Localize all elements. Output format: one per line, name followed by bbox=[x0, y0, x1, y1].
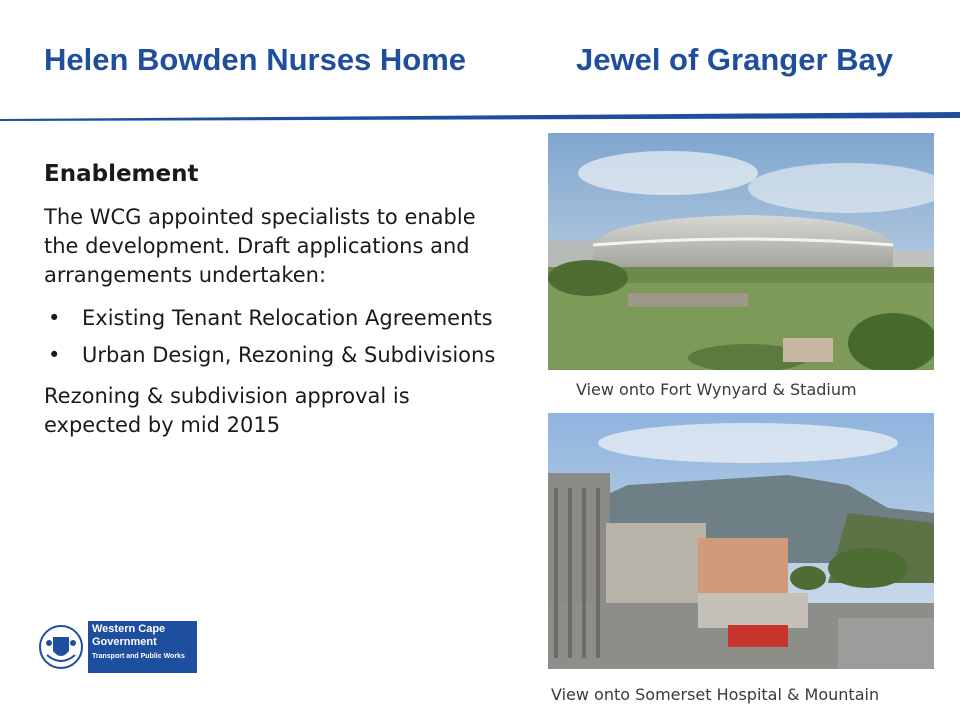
list-item: • Urban Design, Rezoning & Subdivisions bbox=[44, 341, 504, 370]
western-cape-government-logo bbox=[34, 621, 197, 673]
bullet-icon: • bbox=[48, 343, 61, 367]
slide-subtitle: Jewel of Granger Bay bbox=[576, 42, 894, 77]
coat-of-arms-icon bbox=[34, 621, 88, 673]
photo-caption: View onto Somerset Hospital & Mountain bbox=[551, 685, 880, 704]
slide-title: Helen Bowden Nurses Home bbox=[44, 42, 467, 77]
section-heading: Enablement bbox=[44, 161, 199, 187]
logo-text: Western Cape Government Transport and Public Works bbox=[88, 621, 197, 673]
stadium-photo bbox=[548, 133, 934, 370]
bullet-list bbox=[44, 304, 504, 370]
list-item: • Existing Tenant Relocation Agreements bbox=[44, 304, 504, 333]
content-block bbox=[44, 160, 504, 454]
photo-caption: View onto Fort Wynyard & Stadium bbox=[576, 380, 857, 399]
closing-paragraph: Rezoning & subdivision approval is expected by mid 2015 bbox=[44, 384, 410, 437]
header-divider bbox=[0, 0, 960, 130]
intro-paragraph: The WCG appointed specialists to enable the development. Draft applications and arrangements undertaken: bbox=[44, 205, 476, 287]
hospital-photo bbox=[548, 413, 934, 669]
bullet-icon: • bbox=[48, 306, 61, 330]
